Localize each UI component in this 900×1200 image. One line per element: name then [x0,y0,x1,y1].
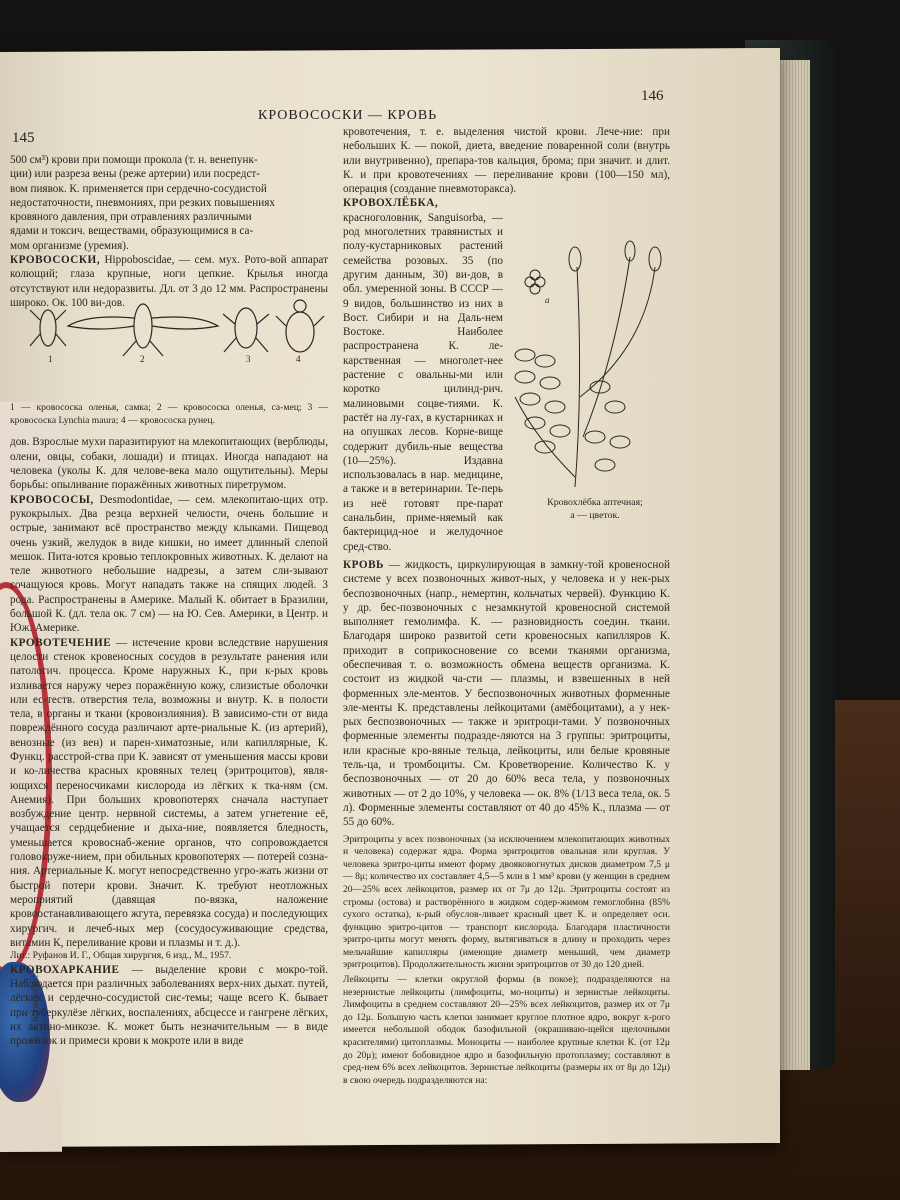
col1-line: вом пиявок. К. применяется при сердечно-сосудистой [10,182,267,195]
col1-line: 500 см³) крови при помощи прокола (т. н. венепунк- [10,154,258,166]
col1-line: ции) или разреза вены (реже артерии) или посредст- [10,168,261,181]
plant-figure-caption [520,497,670,522]
entry-krovohlebka [343,196,503,553]
small-print-leukocytes: Лейкоциты — клетки округлой формы (в покое); подразделяются на незернистые лейкоциты (лимфоциты, мо-ноциты) и зернистые лейкоциты. Лимфоциты в среднем составляют 20—25% всех лейкоцитов, размер их от 7μ до 12μ. Большую часть клетки занимает круглое плотное ядро, вокруг к-рого имеется небольшой ободок базофильной (окрашиваю-щейся щелочными красителями) цитоплазмы. Моноциты — наиболее крупные клетки К. (от 12μ до 20μ); имеют бобовидное ядро и базофильную протоплазму; составляют в сред-нем 6% всех лейкоцитов. Зернистые лейкоциты (размеры их от 8μ до 12μ) в свою очередь подразделяются на: [343,974,670,1086]
plant-stem-icon [575,267,580,487]
small-print-erythrocytes: Эритроциты у всех позвоночных (за исключением млекопитающих животных и человека) содержат ядра. Форма эритроцитов овальная или круглая. У человека эритро-циты имеют форму двояковогнутых дисков диаметром 7,5 μ — 8μ; количество их составляет 4,5—5 млн в 1 мм³ крови (у женщин в среднем 20—25% всех лейкоцитов, размер их от 7μ до 12μ. Эритроциты состоят из стромы (остова) и растворённого в жидком содер-жимом гемоглобина (85% сухого остатка), к-рый обуслов-ливает красный цвет К. и определяет осн. функцию эритро-цитов — транспорт кислорода. Благодаря пластичности эритро-циты могут менять форму, вытягиваться в длину и проходить через мельчайшие капилляры (имеющие диаметр меньший, чем диаметр эритроцитов). Продолжительность жизни эритроцитов от 30 до 120 дней. [343,833,670,971]
fig-label: 2 [140,354,145,364]
literature-reference: Лит.: Руфанов И. Г., Общая хирургия, 6 изд., М., 1957. [10,950,232,962]
plate-caption: Б. т. Кровообр… [30,971,41,1042]
col1-line: мом организме (уремия). [10,239,129,252]
insect-figure [28,286,328,364]
insect-figure-caption: 1 — кровососка оленья, самка; 2 — кровососка оленья, са-мец; 3 — кровососка Lynchia maura; 4 — кровососка рунец. [10,402,328,426]
entry-heading: КРОВОСОСЫ, [10,493,94,506]
entry-text: Desmodontidae, — сем. млекопитаю-щих отр. рукокрылых. Два резца верхней челюсти, очень большие и острые, занимают всё пространство между клыками. Пищевод очень узкий, желудок в виде кишки, но имеет длинный слепой мешок. Пита-ются кровью теплокровных животных. К. делают на теле животного небольшие надрезы, а затем сли-зывают сочащуюся кровь. Могут нападать также на спящих людей. 3 рода. Распространены в Америке. Малый К. обитает в Бразилии, большой К. (дл. тела ок. 7 см) — на Ю. Сев. Америки, в Центр. и Юж. Америке. [10,493,328,635]
insect-4-icon [286,312,314,352]
fig-label: 1 [48,354,53,364]
plant-figure [505,237,675,495]
insect-3-icon [235,308,257,348]
caption-line: а — цветок. [570,509,620,521]
entry-heading: КРОВОХАРКАНИЕ [10,963,120,976]
right-page-number: 146 [641,88,664,104]
insect-1-icon [40,310,56,346]
entry-krovotechenie [10,636,328,951]
insect-2-icon [134,304,152,348]
left-page-number: 145 [12,130,35,146]
entry-text: Hippoboscidae, — сем. мух. Рото-вой аппарат колющий; глаза крупные, ноги цепкие. Крылья иногда отсутствуют или недоразвиты. Дл. от 3 до 12 мм. Распространены широко. Ок. 100 ви-дов. [10,254,329,309]
entry-heading: КРОВОТЕЧЕНИЕ [10,636,112,649]
entry-kroovososy [10,493,328,636]
flower-detail-icon [525,270,545,294]
fig-label: а [545,295,550,305]
entry-heading: КРОВОХЛЁБКА, [343,197,439,210]
entry-text: — истечение крови вследствие нарушения целости стенок кровеносных сосудов в результате ранения или патологич. процесса. Кроме наружных К., при к-рых кровь изливается наружу через поражённую кожу, слизистые оболочки или ес-теств. отверстия тела, возможны и внутр. К. в полости тела, в органы и ткани (кровоизлияния). В зависимо-сти от вида повреждённого сосуда различают арте-риальные К. (из артерий), венозные (из вен) и парен-химатозные, или капиллярные, К. Функц. расстрой-ства при К. зависят от уменьшения массы крови и ко-личества красных кровяных телец (эритроцитов), явля-ющихся переносчиками кислорода из лёгких к тка-ням (см. Анемия). При больших кровопотерях сначала наступает возбуждение центр. нервной системы, а затем угнетение её, учащается сердцебиение и дыха-ние, появляется бледность, уменьшается кровоснаб-жение органов, что сопровождается головокруже-нием, при обильных кровопотерях — потерей созна-ния. Артериальные К. могут непосредственно угро-жать жизни от быстрой потери крови. Значит. К. требуют неотложных мероприятий (давящая по-вязка, наложение кровоостанавливающего жгута, перевязка сосуда) и последующих хирургич. и лечеб-ных мер (сосудосуживающие средства, витамин К, переливание крови и плазмы и т. д.). [10,636,329,949]
col1-line: ядами и токсич. веществами, образующимися в са- [10,225,254,238]
entry-text: дов. Взрослые мухи паразитируют на млекопитающих (верблюды, олени, овцы, собаки, лошади) и птицах. Иногда нападают на человека (уколы К. для челове-века мало ощутительны). Меры борьбы: опыливание поражённых животных пиретрумом. [10,436,328,492]
entry-krovoharkanie [10,963,328,1049]
entry-text: — жидкость, циркулирующая в замкну-той кровеносной системе у всех позвоночных живот-ных, у человека и у нек-рых беспозвоночных (напр., немертин, кольчатых червей). Функцию К. у др. бес-позвоночных с незамкнутой кровеносной системой выполняет гемолимфа. К. — разновидность соедин. ткани. Благодаря широко развитой сети кровеносных капилляров К. приходит в соприкосновение со всеми тканями организма, обеспечивая т. о. возможность обмена веществ организма. К. состоит из жидкой ча-сти — плазмы, и взвешенных в ней форменных эле-ментов. У беспозвоночных животных форменные эле-менты К. представлены лейкоцитами (амёбоцитами), а у нек-рых беспозвоночных — также и эритроци-тами. У позвоночных форменные элементы подразде-ляются на 3 группы: эритроциты, или красные кро-вяные тельца, лейкоциты, или белые кровяные тель-ца, и тромбоциты. См. Кроветворение. Количество К. у беспозвоночных — от 20 до 60% веса тела, у позвоночных животных — от 2 до 10%, у человека — ок. 8% (1/13 веса тела, ок. 5 л). Форменные элементы составляют от 40 до 45% К., плазма — от 55 до 60%. [343,558,670,829]
entry-heading: КРОВОСОСКИ, [10,254,100,267]
entry-heading: КРОВЬ [343,558,384,571]
entry-text: — выделение крови с мокро-той. Наблюдается при различных заболеваниях верх-них дыхат. путей, лёгких и сердечно-сосудистой сис-темы; чаще всего К. бывает при туберкулёзе лёгких, воспалениях, абсцессе и гангрене лёгких, их актино-микозе. К. может быть незначительным — в виде прожилок и примеси крови к мокроте или в виде [10,963,328,1048]
fig-label: 3 [246,354,251,364]
col1-line: недостаточности, пневмониях, при резких повышениях [10,196,275,209]
entry-krov [343,558,670,830]
running-head: КРОВОСОСКИ — КРОВЬ [258,108,438,123]
caption-line: Кровохлёбка аптечная; [547,497,643,508]
entry-text: кровотечения, т. е. выделения чистой крови. Лече-ние: при небольших К. — покой, диета, введение поваренной соли (внутрь или внутривенно), препара-тов кальция, брома; при значит. и длит. К. и при кровотечениях — переливание крови (100—150 мл), операция (создание пневмоторакса). [343,126,670,196]
entry-text: красноголовник, Sanguisorba, — род многолетних травянистых и полу-кустарниковых растений семейства розовых. 35 (по другим данным, 30) ви-дов, в обл. умеренной зоны. В СССР — 9 видов, большинство из них в Вост. Сибири и на Даль-нем Востоке. Наиболее распространена К. ле-карственная — многолет-нее растение с овальны-ми или коротко цилинд-рич. малиновыми соцве-тиями. К. растёт на лу-гах, в кустарниках и на опушках лесов. Корне-вище содержит дубиль-ные вещества (10—25%). Издавна использовалась в нар. медицине, а также и в ветеринарии. Те-перь из неё готовят пре-парат санальбин, приме-няемый как бактерицид-ное и желудочное сред-ство. [343,211,503,553]
col1-line: кровяного давления, при отравлениях различными [10,211,252,224]
fig-label: 4 [296,354,301,364]
